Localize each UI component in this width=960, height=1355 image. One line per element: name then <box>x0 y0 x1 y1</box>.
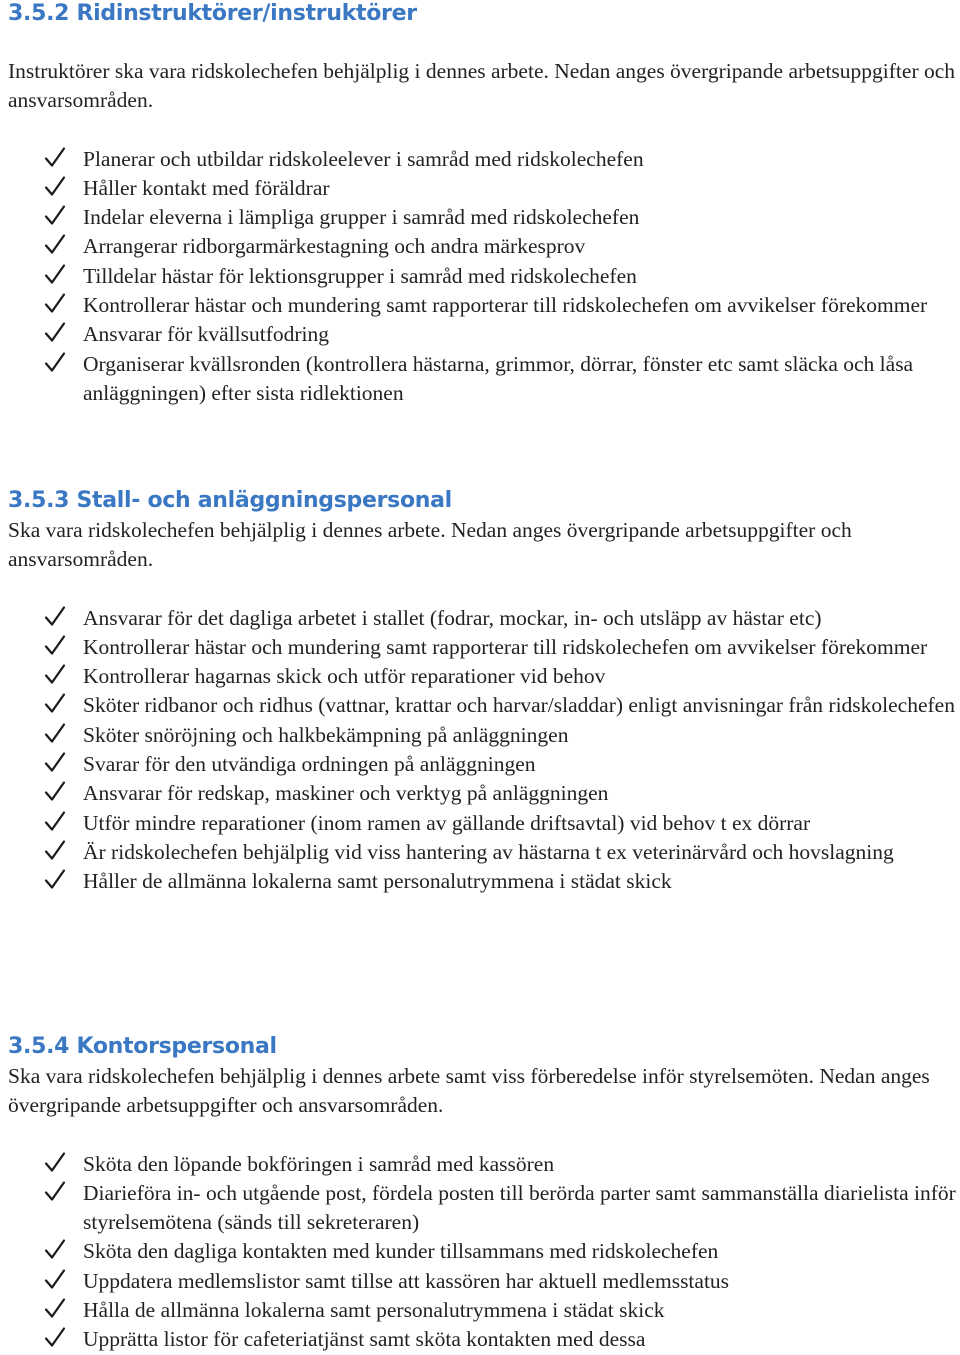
list-item <box>8 662 956 691</box>
section-intro: Instruktörer ska vara ridskolechefen behjälplig i dennes arbete. Nedan anges övergripande arbetsuppgifter och ansvarsområden. <box>8 59 956 113</box>
checkmark-icon <box>44 750 70 779</box>
section-kontorspersonal <box>8 1032 956 1355</box>
list-item <box>8 262 956 291</box>
list-item-text: Planerar och utbildar ridskoleelever i samråd med ridskolechefen <box>83 146 644 171</box>
list-item <box>8 779 956 808</box>
checkmark-icon <box>44 662 70 691</box>
section-intro: Ska vara ridskolechefen behjälplig i dennes arbete. Nedan anges övergripande arbetsuppgifter och ansvarsområden. <box>8 518 852 572</box>
list-item <box>8 1267 956 1296</box>
list-item <box>8 721 956 750</box>
list-item-text: Kontrollerar hästar och mundering samt rapporterar till ridskolechefen om avvikelser förekommer <box>83 634 928 659</box>
section-ridinstruktorer <box>8 0 956 408</box>
list-item <box>8 203 956 232</box>
list-item-text: Diarieföra in- och utgående post, fördela posten till berörda parter samt sammanställa diarielista inför styrelsemötena (sänds till sekreteraren) <box>83 1180 956 1235</box>
list-item <box>8 1325 956 1354</box>
checkmark-icon <box>44 1179 70 1208</box>
checkmark-icon <box>44 1237 70 1266</box>
list-item-text: Ansvarar för redskap, maskiner och verktyg på anläggningen <box>83 781 609 806</box>
checkmark-icon <box>44 838 70 867</box>
section-heading: 3.5.3 Stall- och anläggningspersonal <box>8 488 452 513</box>
list-item <box>8 809 956 838</box>
list-item-text: Ansvarar för kvällsutfodring <box>83 322 329 347</box>
checkmark-icon <box>44 691 70 720</box>
list-item-text: Sköter snöröjning och halkbekämpning på anläggningen <box>83 722 569 747</box>
checkmark-icon <box>44 1150 70 1179</box>
list-item <box>8 232 956 261</box>
list-item <box>8 1150 956 1179</box>
list-item <box>8 691 956 720</box>
list-item-text: Är ridskolechefen behjälplig vid viss hantering av hästarna t ex veterinärvård och hovslagning <box>83 839 894 864</box>
checkmark-icon <box>44 320 70 349</box>
list-item-text: Tilldelar hästar för lektionsgrupper i samråd med ridskolechefen <box>83 263 637 288</box>
list-item-text: Indelar eleverna i lämpliga grupper i samråd med ridskolechefen <box>83 205 640 230</box>
checkmark-icon <box>44 779 70 808</box>
checkmark-icon <box>44 809 70 838</box>
checkmark-icon <box>44 1325 70 1354</box>
list-item-text: Sköter ridbanor och ridhus (vattnar, krattar och harvar/sladdar) enligt anvisningar från ridskolechefen <box>83 693 955 718</box>
list-item-text: Håller kontakt med föräldrar <box>83 175 330 200</box>
checkmark-icon <box>44 203 70 232</box>
list-item-text: Uppdatera medlemslistor samt tillse att kassören har aktuell medlemsstatus <box>83 1268 730 1293</box>
list-item-text: Upprätta listor för cafeteriatjänst samt sköta kontakten med dessa <box>83 1327 646 1352</box>
list-item <box>8 633 956 662</box>
list-item-text: Kontrollerar hagarnas skick och utför reparationer vid behov <box>83 664 606 689</box>
list-item-text: Hålla de allmänna lokalerna samt personalutrymmena i städat skick <box>83 1298 665 1323</box>
section-heading: 3.5.2 Ridinstruktörer/instruktörer <box>8 1 417 26</box>
checkmark-icon <box>44 1267 70 1296</box>
list-item-text: Arrangerar ridborgarmärkestagning och andra märkesprov <box>83 234 586 259</box>
list-item-text: Håller de allmänna lokalerna samt personalutrymmena i städat skick <box>83 869 672 894</box>
list-item-text: Sköta den dagliga kontakten med kunder tillsammans med ridskolechefen <box>83 1239 719 1264</box>
list-item-text: Sköta den löpande bokföringen i samråd med kassören <box>83 1151 555 1176</box>
checklist <box>8 145 956 409</box>
checkmark-icon <box>44 604 70 633</box>
list-item-text: Svarar för den utvändiga ordningen på anläggningen <box>83 752 536 777</box>
list-item <box>8 604 956 633</box>
checklist <box>8 1150 956 1355</box>
checkmark-icon <box>44 1296 70 1325</box>
list-item <box>8 1179 956 1238</box>
list-item <box>8 174 956 203</box>
list-item <box>8 320 956 349</box>
checkmark-icon <box>44 291 70 320</box>
list-item-text: Utför mindre reparationer (inom ramen av gällande driftsavtal) vid behov t ex dörrar <box>83 810 811 835</box>
section-stall-anlaggningspersonal <box>8 486 956 897</box>
checkmark-icon <box>44 350 70 379</box>
checklist <box>8 604 956 897</box>
checkmark-icon <box>44 867 70 896</box>
list-item <box>8 1237 956 1266</box>
checkmark-icon <box>44 633 70 662</box>
checkmark-icon <box>44 232 70 261</box>
section-heading: 3.5.4 Kontorspersonal <box>8 1034 277 1059</box>
list-item <box>8 145 956 174</box>
checkmark-icon <box>44 721 70 750</box>
section-intro: Ska vara ridskolechefen behjälplig i dennes arbete samt viss förberedelse inför styrelsemöten. Nedan anges övergripande arbetsuppgifter och ansvarsområden. <box>8 1064 930 1118</box>
checkmark-icon <box>44 174 70 203</box>
list-item <box>8 838 956 867</box>
list-item <box>8 291 956 320</box>
checkmark-icon <box>44 262 70 291</box>
list-item-text: Kontrollerar hästar och mundering samt rapporterar till ridskolechefen om avvikelser förekommer <box>83 293 928 318</box>
list-item-text: Organiserar kvällsronden (kontrollera hästarna, grimmor, dörrar, fönster etc samt släcka och låsa anläggningen) efter sista ridlektionen <box>83 351 914 405</box>
checkmark-icon <box>44 145 70 174</box>
list-item <box>8 867 956 896</box>
list-item <box>8 1296 956 1325</box>
list-item <box>8 350 956 409</box>
list-item-text: Ansvarar för det dagliga arbetet i stallet (fodrar, mockar, in- och utsläpp av hästar etc) <box>83 605 822 630</box>
list-item <box>8 750 956 779</box>
